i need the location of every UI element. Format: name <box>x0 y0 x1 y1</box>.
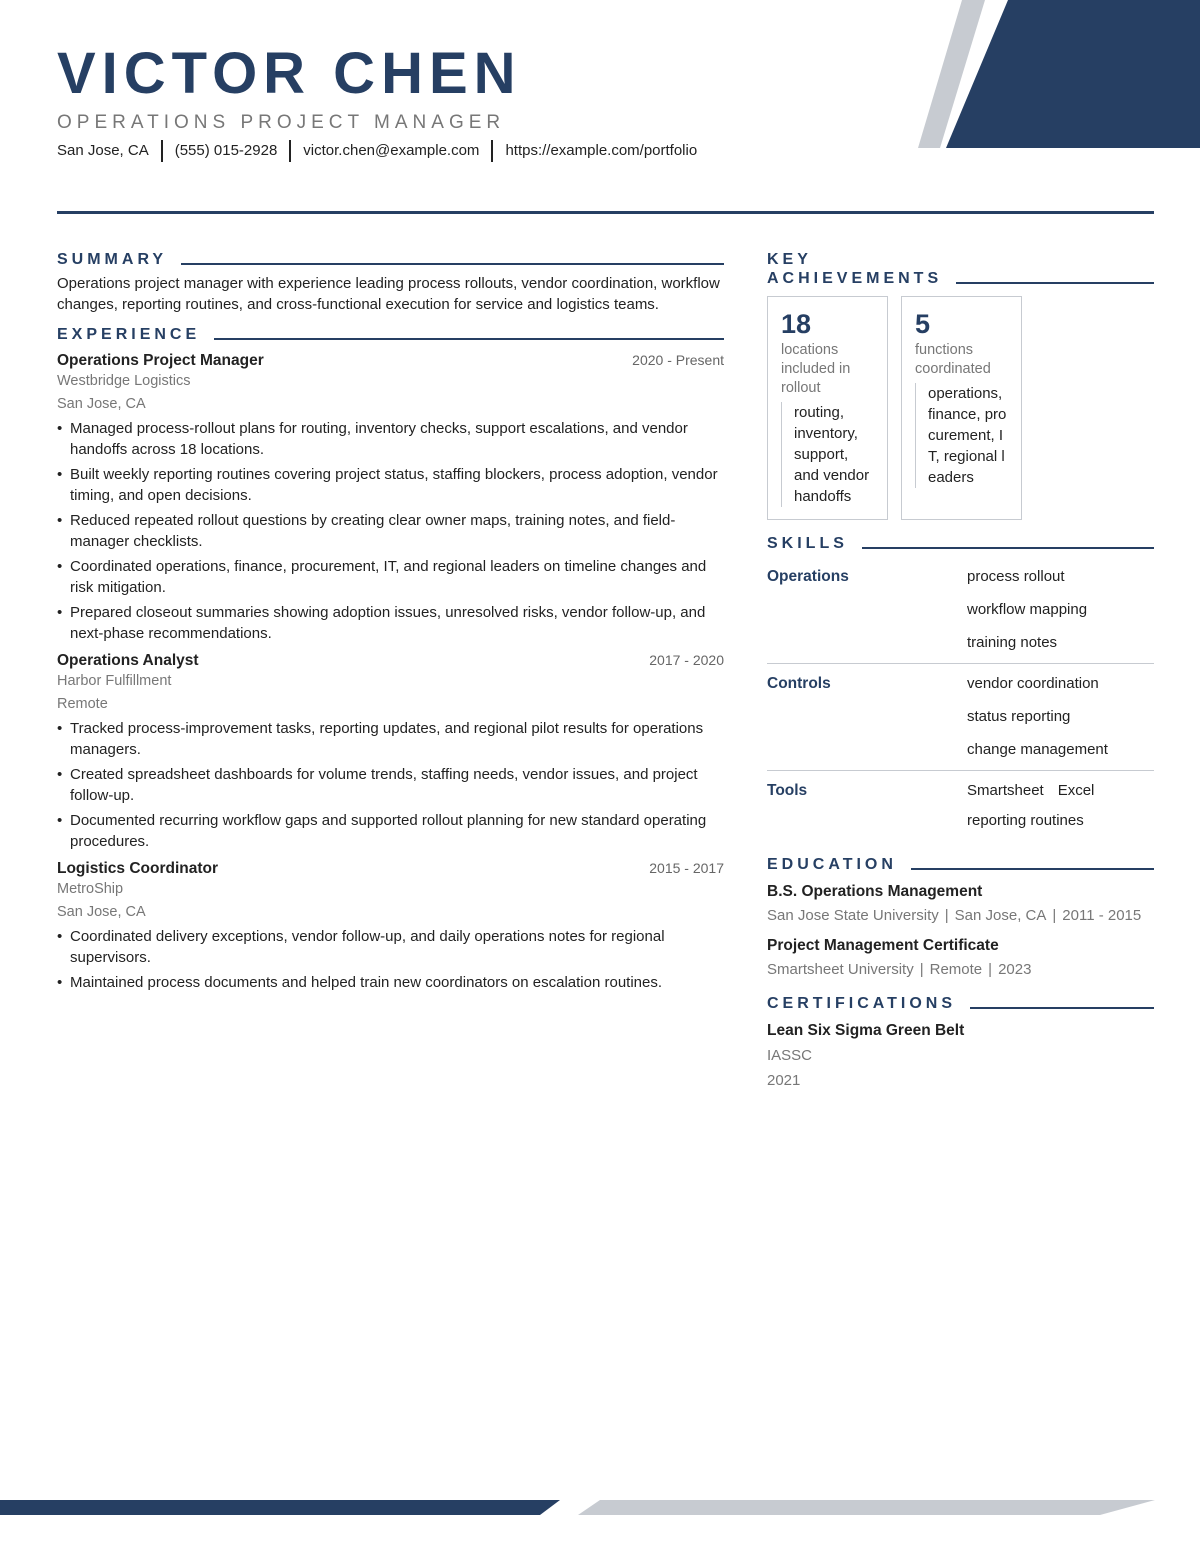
job-entry <box>57 860 724 993</box>
education-location: Remote <box>929 961 983 978</box>
certification-issuer: IASSC <box>767 1047 813 1064</box>
job-bullet: • Tracked process-improvement tasks, reporting updates, and regional pilot results for operations managers. <box>57 718 724 760</box>
education-entry <box>767 934 1154 982</box>
summary-text: Operations project manager with experience leading process rollouts, vendor coordination, workflow changes, reporting routines, and cross-functional execution for service and logistics teams. <box>57 275 720 313</box>
skills-heading-rule <box>862 547 1154 549</box>
education-dates: 2023 <box>998 961 1032 978</box>
education-heading-text: EDUCATION <box>767 856 897 873</box>
experience-heading <box>57 325 724 344</box>
summary-heading-text: SUMMARY <box>57 251 168 268</box>
job-bullets <box>57 418 724 644</box>
job-header <box>57 652 724 670</box>
candidate-role: OPERATIONS PROJECT MANAGER <box>57 112 506 133</box>
achievements-heading-rule <box>956 282 1154 284</box>
meta-separator: | <box>1052 907 1057 924</box>
education-heading-rule <box>911 868 1154 870</box>
job-title: Logistics Coordinator <box>57 860 219 877</box>
candidate-name: VICTOR CHEN <box>57 41 522 106</box>
skill-item: reporting routines <box>967 812 1084 829</box>
education-heading <box>767 855 1154 874</box>
job-header <box>57 860 724 878</box>
job-dates: 2020 - Present <box>632 352 724 368</box>
certifications-heading-rule <box>970 1007 1154 1009</box>
meta-separator: | <box>944 907 949 924</box>
job-location: San Jose, CA <box>57 904 146 920</box>
certification-year: 2021 <box>767 1072 801 1089</box>
summary-heading <box>57 250 724 269</box>
skills-heading <box>767 534 1154 553</box>
education-degree: B.S. Operations Management <box>767 883 983 900</box>
contact-portfolio-link[interactable]: https://example.com/portfolio <box>491 140 709 162</box>
skill-group <box>767 771 1154 843</box>
achievement-label: locations included in rollout <box>781 342 851 396</box>
job-location: San Jose, CA <box>57 396 146 412</box>
skills-heading-text: SKILLS <box>767 535 848 552</box>
certification-name: Lean Six Sigma Green Belt <box>767 1022 965 1039</box>
left-column <box>57 250 724 997</box>
job-company: Harbor Fulfillment <box>57 673 172 689</box>
header-stripe-dark <box>946 0 1200 148</box>
skill-group <box>767 557 1154 664</box>
job-bullet: • Managed process-rollout plans for routing, inventory checks, support escalations, and vendor handoffs across 18 locations. <box>57 418 724 460</box>
skill-row <box>967 779 1154 803</box>
skill-row <box>967 809 1154 833</box>
skill-items <box>967 672 1154 766</box>
education-school: San Jose State University <box>767 907 939 924</box>
meta-separator: | <box>919 961 924 978</box>
skill-category: Controls <box>767 675 831 692</box>
job-company: Westbridge Logistics <box>57 373 191 389</box>
job-bullet: • Built weekly reporting routines covering project status, staffing blockers, process adoption, vendor timing, and open decisions. <box>57 464 724 506</box>
header-divider <box>57 211 1154 214</box>
experience-heading-rule <box>214 338 724 340</box>
job-bullets <box>57 926 724 993</box>
job-bullets <box>57 718 724 852</box>
achievement-card <box>901 296 1022 520</box>
education-meta <box>767 958 1154 982</box>
skill-item: status reporting <box>967 708 1071 725</box>
achievement-number: 5 <box>915 309 931 339</box>
job-entry <box>57 352 724 644</box>
achievement-detail: routing, inventory, support, and vendor handoffs <box>781 402 875 507</box>
job-bullet: • Coordinated delivery exceptions, vendor follow-up, and daily operations notes for regional supervisors. <box>57 926 724 968</box>
skill-items <box>967 779 1154 839</box>
experience-heading-text: EXPERIENCE <box>57 326 201 343</box>
contact-bar <box>57 140 709 162</box>
education-location: San Jose, CA <box>954 907 1047 924</box>
job-bullet: • Prepared closeout summaries showing adoption issues, unresolved risks, vendor follow-up, and next-phase recommendations. <box>57 602 724 644</box>
job-entry <box>57 652 724 852</box>
achievement-detail: operations, finance, procurement, IT, regional leaders <box>915 383 1009 488</box>
skill-group <box>767 664 1154 771</box>
achievement-cards <box>767 296 1154 520</box>
certifications-heading <box>767 994 1154 1013</box>
job-bullet: • Coordinated operations, finance, procurement, IT, and regional leaders on timeline changes and risk mitigation. <box>57 556 724 598</box>
job-dates: 2015 - 2017 <box>649 860 724 876</box>
skill-item: training notes <box>967 634 1058 651</box>
achievement-number: 18 <box>781 309 812 339</box>
education-entry <box>767 880 1154 928</box>
achievements-heading <box>767 250 1154 288</box>
achievements-heading-line2: ACHIEVEMENTS <box>767 270 943 287</box>
meta-separator: | <box>988 961 993 978</box>
footer-bar-light <box>578 1500 1155 1515</box>
job-header <box>57 352 724 370</box>
skill-item: change management <box>967 741 1108 758</box>
education-degree: Project Management Certificate <box>767 937 999 954</box>
contact-email[interactable]: victor.chen@example.com <box>289 140 491 162</box>
achievements-heading-text <box>767 250 942 288</box>
skill-items <box>967 565 1154 659</box>
skill-item: Smartsheet <box>967 782 1044 799</box>
job-bullet: • Maintained process documents and helped train new coordinators on escalation routines. <box>57 972 724 993</box>
education-dates: 2011 - 2015 <box>1062 907 1142 924</box>
job-location: Remote <box>57 696 108 712</box>
achievements-heading-line1: KEY <box>767 251 812 268</box>
education-meta <box>767 904 1154 928</box>
skill-category: Tools <box>767 782 808 799</box>
contact-location: San Jose, CA <box>57 142 149 159</box>
skill-item: Excel <box>1057 782 1095 799</box>
skills-table <box>767 557 1154 843</box>
job-bullet: • Documented recurring workflow gaps and supported rollout planning for new standard operating procedures. <box>57 810 724 852</box>
job-title: Operations Project Manager <box>57 352 264 369</box>
education-school: Smartsheet University <box>767 961 914 978</box>
contact-phone[interactable]: (555) 015-2928 <box>161 140 290 162</box>
achievement-card <box>767 296 888 520</box>
skill-item: vendor coordination <box>967 675 1099 692</box>
right-column <box>767 250 1154 1093</box>
summary-heading-rule <box>181 263 724 265</box>
job-title: Operations Analyst <box>57 652 199 669</box>
footer-bar-dark <box>0 1500 560 1515</box>
job-bullet: • Reduced repeated rollout questions by creating clear owner maps, training notes, and field-manager checklists. <box>57 510 724 552</box>
job-bullet: • Created spreadsheet dashboards for volume trends, staffing needs, vendor issues, and project follow-up. <box>57 764 724 806</box>
skill-item: process rollout <box>967 568 1065 585</box>
skill-item: workflow mapping <box>967 601 1088 618</box>
job-dates: 2017 - 2020 <box>649 652 724 668</box>
achievement-label: functions coordinated <box>915 342 991 377</box>
certifications-heading-text: CERTIFICATIONS <box>767 995 957 1012</box>
job-company: MetroShip <box>57 881 124 897</box>
skill-category: Operations <box>767 568 849 585</box>
